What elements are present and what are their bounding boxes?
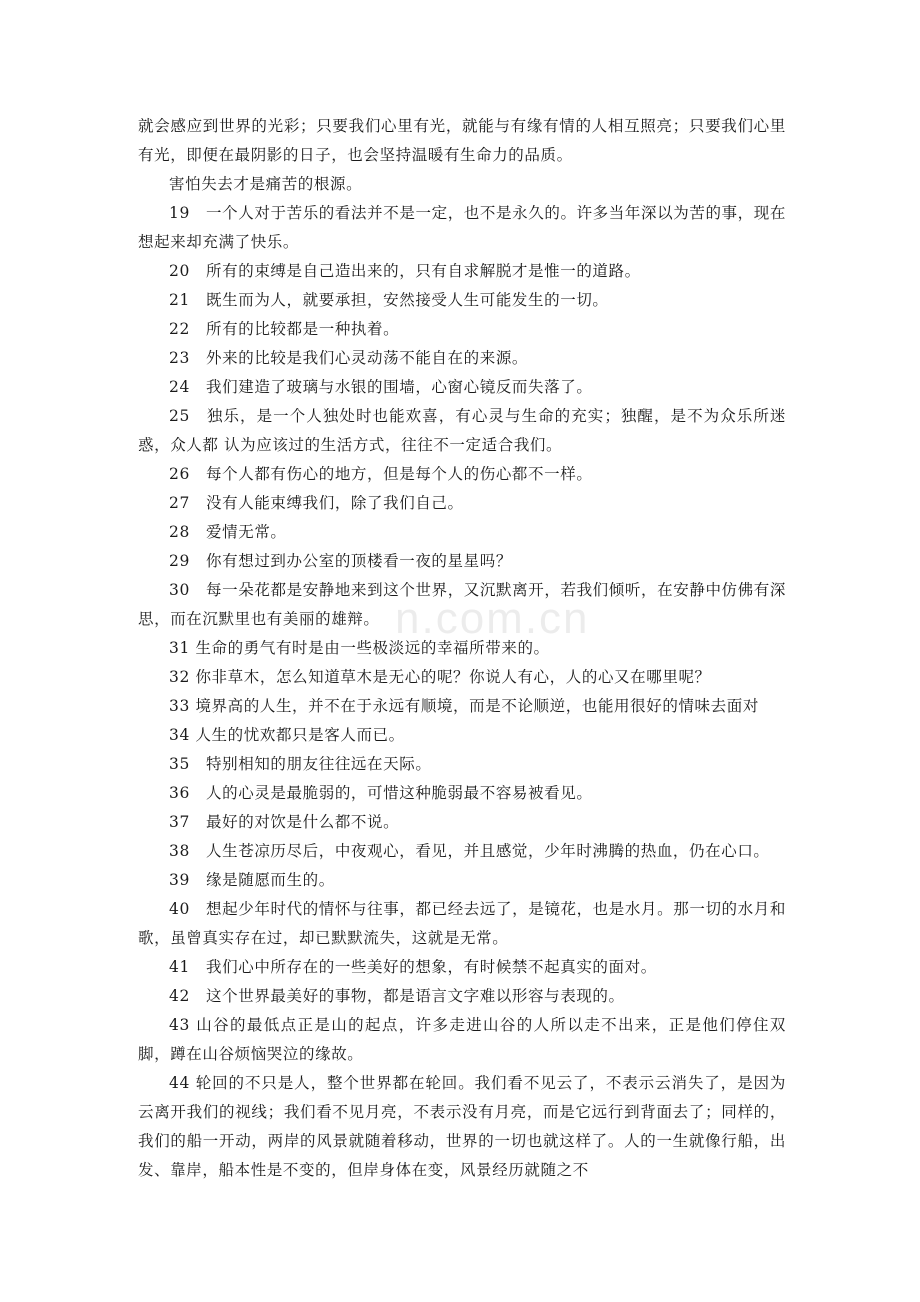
paragraph: 37 最好的对饮是什么都不说。: [169, 813, 400, 831]
paragraph: 36 人的心灵是最脆弱的，可惜这种脆弱最不容易被看见。: [169, 784, 593, 802]
paragraph: 32 你非草木，怎么知道草木是无心的呢？你说人有心，人的心又在哪里呢？: [169, 668, 711, 686]
paragraph: 就会感应到世界的光彩；只要我们心里有光，就能与有缘有情的人相互照亮；只要我们心里有光，即便在最阴影的日子，也会坚持温暖有生命力的品质。: [138, 117, 786, 164]
paragraph: 43 山谷的最低点正是山的起点，许多走进山谷的人所以走不出来，正是他们停住双脚，蹲在山谷烦恼哭泣的缘故。: [138, 1016, 786, 1063]
document-body: [138, 112, 786, 1185]
paragraph: 害怕失去才是痛苦的根源。: [169, 175, 363, 193]
paragraph: 33 境界高的人生，并不在于永远有顺境，而是不论顺逆，也能用很好的情味去面对: [169, 697, 759, 715]
paragraph: 23 外来的比较是我们心灵动荡不能自在的来源。: [169, 349, 529, 367]
paragraph: 42 这个世界最美好的事物，都是语言文字难以形容与表现的。: [169, 987, 625, 1005]
paragraph: 31 生命的勇气有时是由一些极淡远的幸福所带来的。: [169, 639, 550, 657]
paragraph: 35 特别相知的朋友往往远在天际。: [169, 755, 432, 773]
paragraph: 27 没有人能束缚我们，除了我们自己。: [169, 494, 464, 512]
paragraph: 38 人生苍凉历尽后，中夜观心，看见，并且感觉，少年时沸腾的热血，仍在心口。: [169, 842, 770, 860]
watermark: n.com.cn: [395, 594, 590, 643]
paragraph: 21 既生而为人，就要承担，安然接受人生可能发生的一切。: [169, 291, 609, 309]
paragraph: 34 人生的忧欢都只是客人而已。: [169, 726, 405, 744]
paragraph: 25 独乐，是一个人独处时也能欢喜，有心灵与生命的充实；独醒，是不为众乐所迷惑，众人都 认为应该过的生活方式，往往不一定适合我们。: [138, 407, 786, 454]
paragraph: 26 每个人都有伤心的地方，但是每个人的伤心都不一样。: [169, 465, 593, 483]
paragraph: 19 一个人对于苦乐的看法并不是一定，也不是永久的。许多当年深以为苦的事，现在想起来却充满了快乐。: [138, 204, 786, 251]
paragraph: 41 我们心中所存在的一些美好的想象，有时候禁不起真实的面对。: [169, 958, 657, 976]
paragraph: 20 所有的束缚是自己造出来的，只有自求解脱才是惟一的道路。: [169, 262, 641, 280]
paragraph: 30 每一朵花都是安静地来到这个世界，又沉默离开，若我们倾听，在安静中仿佛有深思，而在沉默里也有美丽的雄辩。: [138, 581, 786, 628]
paragraph: 29 你有想过到办公室的顶楼看一夜的星星吗？: [169, 552, 512, 570]
paragraph: 40 想起少年时代的情怀与往事，都已经去远了，是镜花，也是水月。那一切的水月和歌，虽曾真实存在过，却已默默流失，这就是无常。: [138, 900, 786, 947]
paragraph: 39 缘是随愿而生的。: [169, 871, 335, 889]
paragraph: 24 我们建造了玻璃与水银的围墙，心窗心镜反而失落了。: [169, 378, 593, 396]
paragraph: 28 爱情无常。: [169, 523, 287, 541]
paragraph: 22 所有的比较都是一种执着。: [169, 320, 400, 338]
paragraph: 44 轮回的不只是人，整个世界都在轮回。我们看不见云了，不表示云消失了，是因为云离开我们的视线；我们看不见月亮，不表示没有月亮，而是它远行到背面去了；同样的，我们的船一开动，两岸的风景就随着移动，世界的一切也就这样了。人的一生就像行船，出发、靠岸，船本性是不变的，但岸身体在变，风景经历就随之不: [138, 1074, 786, 1179]
